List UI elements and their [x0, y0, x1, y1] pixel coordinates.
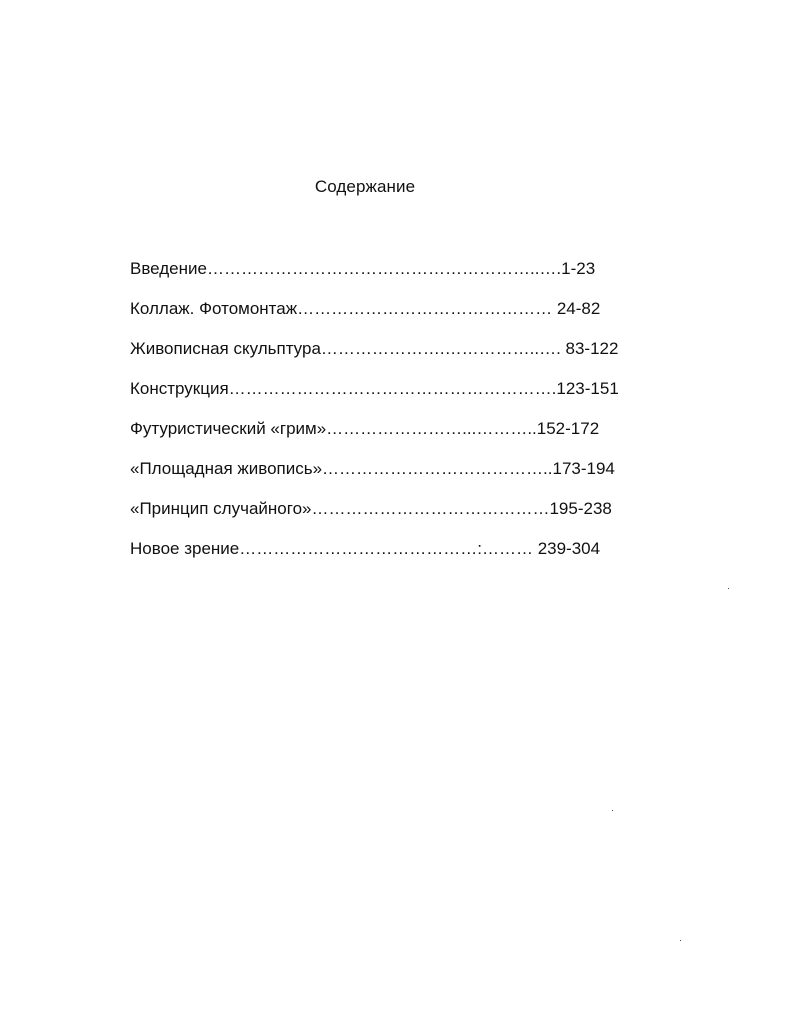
scan-speck	[728, 588, 729, 589]
toc-entry-collage: Коллаж. Фотомонтаж……………………………………… 24-82	[130, 299, 601, 318]
toc-entry-futurist-makeup: Футуристический «грим»……………………...………..152-172	[130, 419, 600, 438]
scan-speck	[680, 940, 681, 941]
toc-entry-chance-principle: «Принцип случайного»……………………………………195-238	[130, 499, 612, 518]
table-of-contents	[130, 256, 619, 576]
toc-entry-painterly-sculpture: Живописная скульптура………………….……………..…. 83-122	[130, 339, 619, 358]
toc-entry-square-painting: «Площадная живопись»…………………………………..173-194	[130, 459, 615, 478]
toc-entry-introduction: Введение…………………………………………………..….1-23	[130, 259, 596, 278]
toc-entry-construction: Конструкция………………………………………………….123-151	[130, 379, 619, 398]
scan-speck	[612, 810, 613, 811]
toc-entry-new-vision: Новое зрение……………………………………:……… 239-304	[130, 539, 601, 558]
page-title: Содержание	[314, 177, 416, 196]
